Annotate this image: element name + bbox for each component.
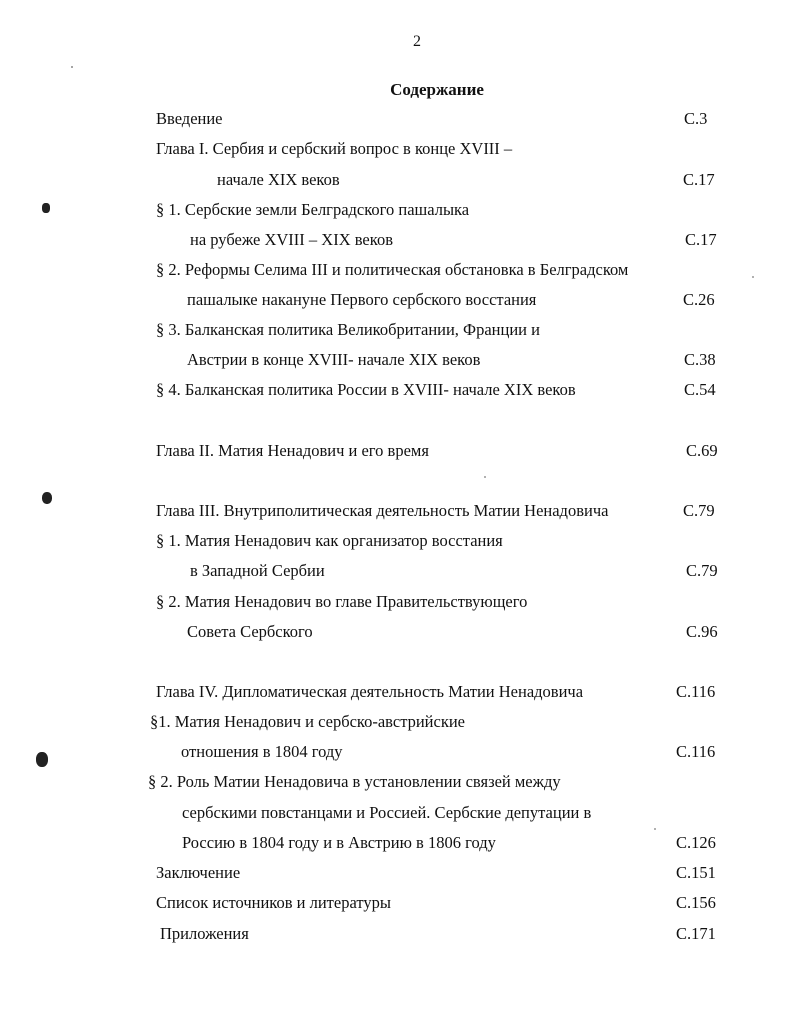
toc-line: Введение [156, 109, 223, 128]
toc-line: Глава I. Сербия и сербский вопрос в конце XVIII – [156, 139, 513, 158]
toc-page: С.38 [684, 350, 716, 369]
toc-page: С.17 [683, 170, 715, 189]
scan-speck [752, 276, 754, 278]
scan-speck [36, 752, 48, 767]
toc-line: начале XIX веков [217, 170, 340, 189]
toc-page: С.96 [686, 622, 718, 641]
page-number: 2 [413, 33, 421, 50]
toc-page: С.79 [683, 501, 715, 520]
toc-page: С.3 [684, 109, 708, 128]
toc-line: сербскими повстанцами и Россией. Сербские депутации в [182, 803, 592, 822]
toc-title: Содержание [390, 80, 484, 99]
toc-line: § 4. Балканская политика России в XVIII- начале XIX веков [156, 380, 576, 399]
toc-line: Совета Сербского [187, 622, 313, 641]
toc-line: § 2. Роль Матии Ненадовича в установлении связей между [148, 772, 561, 791]
scan-speck [42, 203, 50, 213]
toc-line: § 1. Матия Ненадович как организатор восстания [156, 531, 503, 550]
toc-line: Россию в 1804 году и в Австрию в 1806 году [182, 833, 496, 852]
toc-page: С.116 [676, 682, 716, 701]
toc-line: пашалыке накануне Первого сербского восстания [187, 290, 537, 309]
toc-page: С.17 [685, 230, 717, 249]
toc-page: С.171 [676, 924, 716, 943]
toc-page: С.156 [676, 893, 716, 912]
toc-line: Глава III. Внутриполитическая деятельность Матии Ненадовича [156, 501, 609, 520]
scan-speck [71, 66, 73, 68]
toc-line: Список источников и литературы [156, 893, 391, 912]
toc-line: §1. Матия Ненадович и сербско-австрийские [150, 712, 466, 731]
scan-speck [484, 476, 486, 478]
toc-page: С.69 [686, 441, 718, 460]
toc-line: Заключение [156, 863, 241, 882]
toc-page: С.54 [684, 380, 716, 399]
toc-line: § 3. Балканская политика Великобритании, Франции и [156, 320, 540, 339]
toc-line: § 2. Реформы Селима III и политическая обстановка в Белградском [156, 260, 629, 279]
toc-line: в Западной Сербии [190, 561, 325, 580]
toc-page: С.126 [676, 833, 716, 852]
toc-page: С.151 [676, 863, 716, 882]
toc-page: С.116 [676, 742, 716, 761]
toc-line: § 1. Сербские земли Белградского пашалыка [156, 200, 470, 219]
toc-page: С.26 [683, 290, 715, 309]
scan-speck [42, 492, 52, 504]
toc-line: § 2. Матия Ненадович во главе Правительствующего [156, 592, 528, 611]
toc-line: Приложения [160, 924, 249, 943]
toc-line: Глава IV. Дипломатическая деятельность Матии Ненадовича [156, 682, 584, 701]
scan-speck [654, 828, 656, 830]
toc-page: С.79 [686, 561, 718, 580]
toc-line: Австрии в конце XVIII- начале XIX веков [187, 350, 481, 369]
toc-line: отношения в 1804 году [181, 742, 343, 761]
toc-line: на рубеже XVIII – XIX веков [190, 230, 393, 249]
toc-line: Глава II. Матия Ненадович и его время [156, 441, 429, 460]
